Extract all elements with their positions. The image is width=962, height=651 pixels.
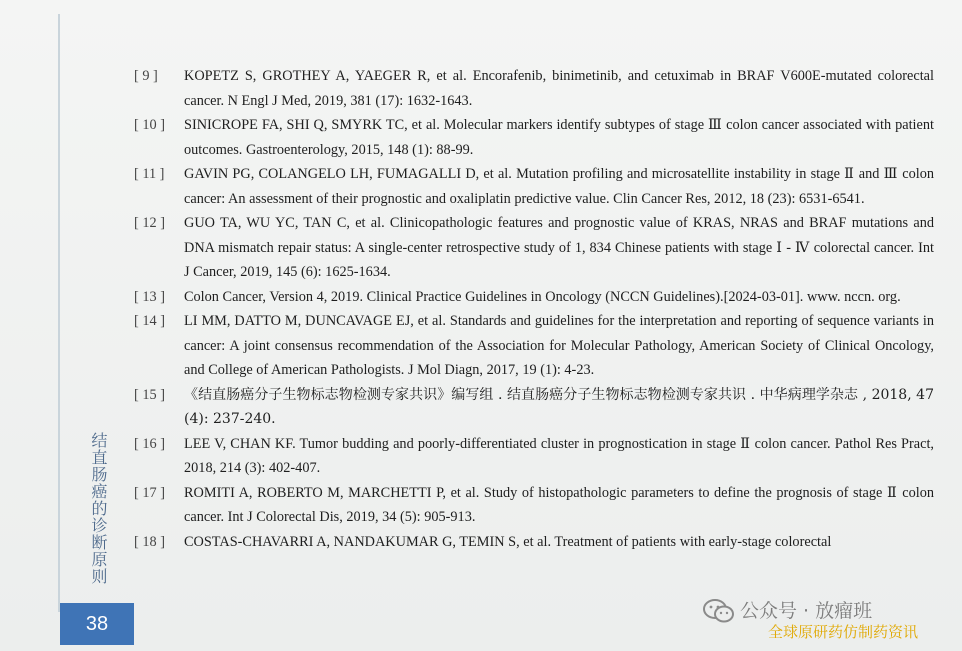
reference-number: [ 9 ]	[134, 68, 158, 84]
reference-text: LI MM, DATTO M, DUNCAVAGE EJ, et al. Standards and guidelines for the interpretation and reporting of sequence variants in cancer: A joint consensus recommendation of the Association for Molecular Pathology, American Society of Clinical Oncology, and College of American Pathologists. J Mol Diagn, 2017, 19 (1): 4-23.	[184, 313, 934, 378]
reference-item	[134, 432, 934, 481]
reference-text: KOPETZ S, GROTHEY A, YAEGER R, et al. Encorafenib, binimetinib, and cetuximab in BRAF V600E-mutated colorectal cancer. N Engl J Med, 2019, 381 (17): 1632-1643.	[184, 68, 934, 109]
chapter-title: 结直肠癌的诊断原则	[89, 432, 108, 585]
reference-number: [ 11 ]	[134, 166, 165, 182]
watermark-brand: 全球原研药仿制药资讯	[768, 623, 919, 641]
reference-text: SINICROPE FA, SHI Q, SMYRK TC, et al. Molecular markers identify subtypes of stage Ⅲ colon cancer associated with patient outcomes. Gastroenterology, 2015, 148 (1): 88-99.	[184, 117, 934, 158]
reference-number: [ 18 ]	[134, 533, 165, 550]
reference-item	[134, 113, 934, 162]
reference-item	[134, 162, 934, 211]
page-number-tab	[60, 603, 134, 645]
reference-number: [ 17 ]	[134, 484, 165, 501]
reference-number: [ 15 ]	[134, 386, 165, 403]
reference-text: GUO TA, WU YC, TAN C, et al. Clinicopathologic features and prognostic value of KRAS, NRAS and BRAF mutations and DNA mismatch repair status: A single-center retrospective study of 1, 834 Chinese patients with stage Ⅰ - Ⅳ colorectal cancer. Int J Cancer, 2019, 145 (6): 1625-1634.	[184, 215, 934, 280]
margin-rule	[58, 14, 60, 612]
page-number: 38	[85, 612, 109, 635]
reference-text: GAVIN PG, COLANGELO LH, FUMAGALLI D, et al. Mutation profiling and microsatellite instability in stage Ⅱ and Ⅲ colon cancer: An assessment of their prognostic and oxaliplatin predictive value. Clin Cancer Res, 2012, 18 (23): 6531-6541.	[184, 166, 934, 207]
wechat-icon	[702, 598, 736, 624]
reference-text: COSTAS-CHAVARRI A, NANDAKUMAR G, TEMIN S, et al. Treatment of patients with early-stage colorectal	[184, 533, 832, 550]
reference-list	[134, 64, 934, 554]
reference-number: [ 16 ]	[134, 435, 165, 452]
reference-number: [ 13 ]	[134, 288, 165, 305]
reference-item	[134, 309, 934, 383]
reference-number: [ 14 ]	[134, 313, 165, 329]
reference-text: 《结直肠癌分子生物标志物检测专家共识》编写组 . 结直肠癌分子生物标志物检测专家共识 . 中华病理学杂志 , 2018, 47 (4): 237-240.	[184, 386, 934, 427]
reference-item	[134, 285, 934, 310]
reference-item	[134, 383, 934, 432]
reference-number: [ 10 ]	[134, 117, 165, 133]
reference-text: Colon Cancer, Version 4, 2019. Clinical Practice Guidelines in Oncology (NCCN Guidelines).[2024-03-01]. www. nccn. org.	[184, 288, 901, 305]
reference-number: [ 12 ]	[134, 215, 165, 231]
watermark	[702, 594, 952, 644]
reference-item	[134, 481, 934, 530]
reference-item	[134, 64, 934, 113]
reference-text: ROMITI A, ROBERTO M, MARCHETTI P, et al. Study of histopathologic parameters to define the prognosis of stage Ⅱ colon cancer. Int J Colorectal Dis, 2019, 34 (5): 905-913.	[184, 484, 934, 525]
reference-item	[134, 211, 934, 285]
reference-item	[134, 530, 934, 555]
reference-text: LEE V, CHAN KF. Tumor budding and poorly-differentiated cluster in prognostication in stage Ⅱ colon cancer. Pathol Res Pract, 2018, 214 (3): 402-407.	[184, 435, 934, 476]
watermark-account: 公众号 · 放瘤班	[740, 600, 873, 622]
